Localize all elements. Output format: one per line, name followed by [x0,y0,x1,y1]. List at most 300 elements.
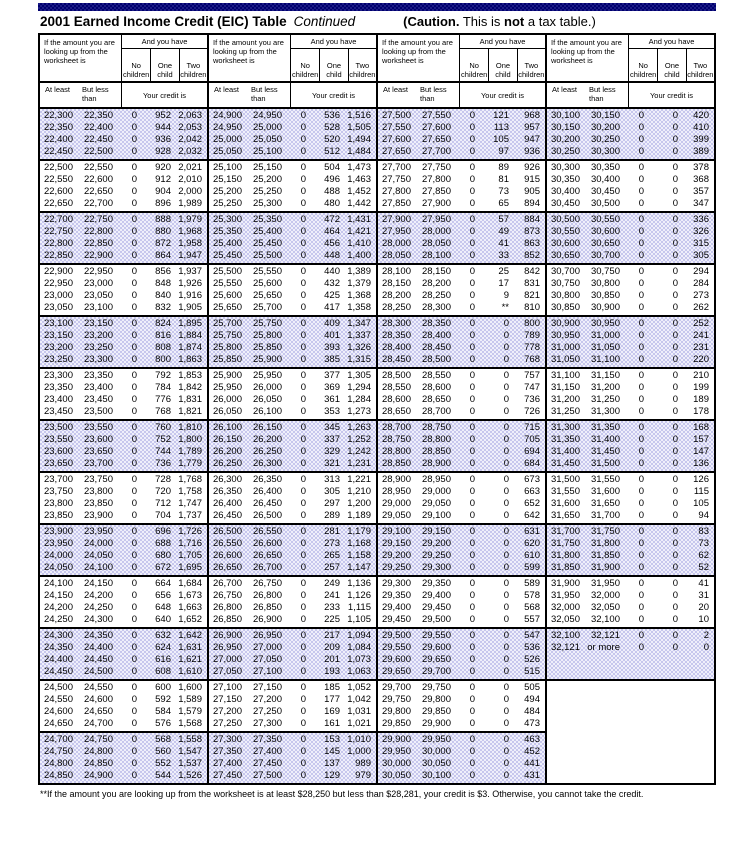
credit-two-children-cell: 2,000 [178,186,202,197]
credit-one-child-cell: 760 [155,422,171,433]
credit-one-child-cell: 0 [503,510,509,521]
but-less-than-cell: 30,500 [590,198,620,209]
credit-no-children-cell: 0 [638,562,644,573]
at-least-cell: 29,600 [381,654,411,665]
but-less-than-cell: 30,050 [421,758,451,769]
at-least-cell: 22,800 [43,238,73,249]
credit-two-children-cell: 1,853 [178,370,202,381]
credit-no-children-cell: 0 [469,474,475,485]
credit-no-children-cell: 0 [131,642,137,653]
credit-no-children-cell: 0 [638,526,644,537]
credit-one-child-cell: 784 [155,382,171,393]
credit-one-child-cell: 816 [155,330,171,341]
credit-no-children-cell: 0 [300,134,306,145]
at-least-cell: 28,350 [381,330,411,341]
credit-no-children-cell: 0 [300,422,306,433]
but-less-than-cell: 27,900 [421,198,451,209]
but-less-than-cell: 25,250 [252,186,282,197]
but-less-than-cell: 25,200 [252,174,282,185]
at-least-cell: 26,200 [212,446,242,457]
credit-no-children-cell: 0 [469,458,475,469]
credit-one-child-cell: 0 [503,590,509,601]
group-subheader [378,83,545,109]
credit-one-child-cell: 65 [498,198,509,209]
credit-one-child-cell: ** [501,302,509,313]
but-less-than-cell: 24,850 [83,758,113,769]
table-row [547,110,714,122]
credit-one-child-cell: 544 [155,770,171,781]
at-least-cell: 27,550 [381,122,411,133]
row-block [378,367,545,419]
but-less-than-cell: 29,050 [421,498,451,509]
title-continued: Continued [293,14,356,29]
credit-two-children-cell: 1,926 [178,278,202,289]
at-least-cell: 27,850 [381,198,411,209]
credit-no-children-cell: 0 [638,642,644,653]
credit-no-children-cell: 0 [469,342,475,353]
credit-no-children-cell: 0 [131,538,137,549]
credit-one-child-cell: 0 [672,406,678,417]
credit-no-children-cell: 0 [469,746,475,757]
credit-no-children-cell: 0 [469,510,475,521]
at-least-cell: 25,900 [212,370,242,381]
at-least-cell: 27,250 [212,718,242,729]
at-least-cell: 25,450 [212,250,242,261]
at-least-cell: 29,800 [381,706,411,717]
table-row [378,162,545,174]
at-least-cell: 31,000 [550,342,580,353]
but-less-than-cell: 32,100 [590,614,620,625]
credit-one-child-cell: 632 [155,630,171,641]
but-less-than-cell: 28,050 [421,238,451,249]
table-row [40,110,207,122]
credit-one-child-cell: 536 [324,110,340,121]
table-row [40,602,207,614]
credit-two-children-cell: 315 [693,238,709,249]
credit-one-child-cell: 0 [672,370,678,381]
credit-one-child-cell: 289 [324,510,340,521]
credit-no-children-cell: 0 [131,266,137,277]
credit-one-child-cell: 888 [155,214,171,225]
credit-no-children-cell: 0 [469,706,475,717]
but-less-than-cell: 24,300 [83,614,113,625]
but-less-than-cell: 31,350 [590,422,620,433]
credit-no-children-cell: 0 [300,630,306,641]
credit-no-children-cell: 0 [300,122,306,133]
at-least-cell: 32,050 [550,614,580,625]
at-least-cell: 25,550 [212,278,242,289]
credit-two-children-cell: 1,758 [178,486,202,497]
table-row [209,278,376,290]
table-row [40,134,207,146]
header-lookup-label: If the amount you are looking up from the worksheet is [378,35,460,81]
credit-no-children-cell: 0 [300,510,306,521]
at-least-cell: 26,100 [212,422,242,433]
row-block [209,419,376,471]
credit-two-children-cell: 642 [524,510,540,521]
credit-two-children-cell: 1,916 [178,290,202,301]
row-block [378,315,545,367]
but-less-than-cell: 31,900 [590,562,620,573]
credit-no-children-cell: 0 [638,614,644,625]
but-less-than-cell: 27,650 [421,134,451,145]
at-least-cell: 31,150 [550,382,580,393]
credit-one-child-cell: 281 [324,526,340,537]
credit-no-children-cell: 0 [638,266,644,277]
but-less-than-cell: 29,450 [421,602,451,613]
header-children-label-0: No children [461,61,488,79]
but-less-than-cell: 25,350 [252,214,282,225]
table-row [378,498,545,510]
header-and-you-have-label: And you have [629,35,714,49]
at-least-cell: 29,500 [381,630,411,641]
table-row [40,474,207,486]
at-least-cell: 30,500 [550,214,580,225]
credit-two-children-cell: 536 [524,642,540,653]
credit-no-children-cell: 0 [469,290,475,301]
but-less-than-cell: 30,400 [590,174,620,185]
but-less-than-cell: 28,900 [421,458,451,469]
credit-two-children-cell: 1,494 [347,134,371,145]
header-children-label-1: One child [319,49,347,81]
credit-no-children-cell: 0 [131,238,137,249]
credit-no-children-cell: 0 [469,682,475,693]
credit-one-child-cell: 0 [672,162,678,173]
credit-one-child-cell: 0 [672,446,678,457]
at-least-cell: 32,121 [550,642,580,653]
credit-no-children-cell: 0 [131,734,137,745]
table-row [547,590,714,602]
table-row [209,746,376,758]
but-less-than-cell: 23,800 [83,486,113,497]
credit-one-child-cell: 49 [498,226,509,237]
credit-two-children-cell: 568 [524,602,540,613]
at-least-cell: 25,700 [212,318,242,329]
table-row [40,666,207,678]
credit-one-child-cell: 409 [324,318,340,329]
but-less-than-cell: 28,550 [421,370,451,381]
table-row [547,226,714,238]
credit-one-child-cell: 41 [498,238,509,249]
but-less-than-cell: 29,400 [421,590,451,601]
table-row [40,630,207,642]
but-less-than-cell: 23,050 [83,290,113,301]
table-row [209,226,376,238]
credit-no-children-cell: 0 [131,134,137,145]
table-row [378,758,545,770]
but-less-than-cell: 29,650 [421,654,451,665]
eic-column-group-2 [207,35,376,783]
row-block [547,419,714,471]
credit-one-child-cell: 928 [155,146,171,157]
at-least-cell: 29,400 [381,602,411,613]
but-less-than-cell: 30,950 [590,318,620,329]
table-row [547,474,714,486]
table-row [547,394,714,406]
at-least-cell: 23,100 [43,318,73,329]
header-children-row [629,49,714,81]
but-less-than-cell: 26,450 [252,498,282,509]
credit-two-children-cell: 526 [524,654,540,665]
credit-two-children-cell: 547 [524,630,540,641]
at-least-cell: 28,650 [381,406,411,417]
credit-two-children-cell: 1,937 [178,266,202,277]
table-row [209,642,376,654]
credit-one-child-cell: 0 [672,278,678,289]
but-less-than-cell: 23,550 [83,422,113,433]
credit-two-children-cell: 1,168 [347,538,371,549]
credit-one-child-cell: 672 [155,562,171,573]
credit-two-children-cell: 199 [693,382,709,393]
credit-two-children-cell: 1,589 [178,694,202,705]
but-less-than-cell: 29,350 [421,578,451,589]
table-row [378,250,545,262]
but-less-than-cell: 28,300 [421,302,451,313]
at-least-cell: 28,950 [381,486,411,497]
credit-no-children-cell: 0 [300,162,306,173]
at-least-cell: 30,250 [550,146,580,157]
table-row [547,382,714,394]
but-less-than-cell: 29,000 [421,486,451,497]
at-least-cell: 23,800 [43,498,73,509]
but-less-than-cell: 31,550 [590,474,620,485]
table-row [378,486,545,498]
row-block [547,523,714,575]
credit-one-child-cell: 0 [672,526,678,537]
footnote: **If the amount you are looking up from the worksheet is at least $28,250 but less than $28,281, your credit is $3. Otherwise, you cannot take the credit. [40,789,644,799]
at-least-cell: 30,150 [550,122,580,133]
at-least-cell: 27,150 [212,694,242,705]
credit-no-children-cell: 0 [469,666,475,677]
table-row [209,302,376,314]
but-less-than-cell: 25,500 [252,250,282,261]
row-block [209,109,376,159]
row-block [40,419,207,471]
at-least-cell: 24,450 [43,666,73,677]
credit-one-child-cell: 129 [324,770,340,781]
at-least-cell: 22,300 [43,110,73,121]
table-row [40,706,207,718]
at-least-cell: 27,100 [212,682,242,693]
credit-no-children-cell: 0 [469,110,475,121]
at-least-cell: 29,650 [381,666,411,677]
credit-one-child-cell: 193 [324,666,340,677]
credit-no-children-cell: 0 [300,578,306,589]
credit-one-child-cell: 696 [155,526,171,537]
credit-no-children-cell: 0 [638,486,644,497]
credit-no-children-cell: 0 [638,214,644,225]
table-row [209,342,376,354]
but-less-than-cell: 24,250 [83,602,113,613]
credit-one-child-cell: 432 [324,278,340,289]
credit-one-child-cell: 353 [324,406,340,417]
credit-one-child-cell: 912 [155,174,171,185]
credit-one-child-cell: 920 [155,162,171,173]
but-less-than-cell: 26,000 [252,382,282,393]
at-least-cell: 28,150 [381,278,411,289]
table-row [40,394,207,406]
at-least-cell: 24,100 [43,578,73,589]
at-least-cell: 29,200 [381,550,411,561]
credit-no-children-cell: 0 [300,614,306,625]
table-row [209,550,376,562]
caution-text: This is [459,14,505,29]
but-less-than-cell: 26,200 [252,434,282,445]
row-block [547,109,714,159]
credit-two-children-cell: 1,031 [347,706,371,717]
credit-one-child-cell: 0 [672,302,678,313]
but-less-than-cell: 31,100 [590,354,620,365]
credit-one-child-cell: 736 [155,458,171,469]
credit-two-children-cell: 1,000 [347,746,371,757]
credit-two-children-cell: 515 [524,666,540,677]
table-row [40,238,207,250]
header-children-label-2: Two children [348,49,376,81]
credit-one-child-cell: 9 [503,290,509,301]
but-less-than-cell: 29,850 [421,706,451,717]
credit-two-children-cell: 757 [524,370,540,381]
credit-two-children-cell: 1,642 [178,630,202,641]
credit-two-children-cell: 420 [693,110,709,121]
at-least-cell: 26,550 [212,538,242,549]
credit-two-children-cell: 305 [693,250,709,261]
credit-two-children-cell: 347 [693,198,709,209]
credit-one-child-cell: 0 [503,706,509,717]
credit-no-children-cell: 0 [300,278,306,289]
credit-no-children-cell: 0 [131,758,137,769]
table-row [547,370,714,382]
credit-one-child-cell: 0 [672,486,678,497]
credit-one-child-cell: 0 [503,538,509,549]
credit-one-child-cell: 0 [503,654,509,665]
empty-area [547,679,714,783]
row-block [547,263,714,315]
at-least-cell: 30,300 [550,162,580,173]
table-row [547,486,714,498]
table-row [209,370,376,382]
credit-two-children-cell: 1,547 [178,746,202,757]
but-less-than-cell: 24,800 [83,746,113,757]
table-row [378,146,545,158]
credit-one-child-cell: 297 [324,498,340,509]
credit-one-child-cell: 185 [324,682,340,693]
credit-no-children-cell: 0 [131,666,137,677]
credit-no-children-cell: 0 [469,734,475,745]
but-less-than-cell: 22,650 [83,186,113,197]
at-least-cell: 28,450 [381,354,411,365]
but-less-than-cell: 30,900 [590,302,620,313]
credit-two-children-cell: 136 [693,458,709,469]
at-least-cell: 23,400 [43,394,73,405]
credit-no-children-cell: 0 [131,302,137,313]
credit-no-children-cell: 0 [638,290,644,301]
credit-two-children-cell: 52 [698,562,709,573]
table-row [209,250,376,262]
at-least-cell: 24,350 [43,642,73,653]
credit-one-child-cell: 81 [498,174,509,185]
at-least-cell: 30,450 [550,198,580,209]
at-least-cell: 23,700 [43,474,73,485]
credit-two-children-cell: 1,600 [178,682,202,693]
but-less-than-cell: 28,950 [421,474,451,485]
at-least-cell: 22,550 [43,174,73,185]
table-row [547,538,714,550]
credit-no-children-cell: 0 [300,538,306,549]
credit-one-child-cell: 952 [155,110,171,121]
row-block [378,679,545,731]
table-row [40,214,207,226]
table-row [40,302,207,314]
credit-one-child-cell: 89 [498,162,509,173]
credit-one-child-cell: 233 [324,602,340,613]
row-block [40,109,207,159]
table-row [378,718,545,730]
header-children-label-0: No children [123,61,150,79]
at-least-cell: 23,450 [43,406,73,417]
credit-one-child-cell: 664 [155,578,171,589]
credit-no-children-cell: 0 [469,718,475,729]
credit-two-children-cell: 1,631 [178,642,202,653]
at-least-cell: 26,250 [212,458,242,469]
at-least-cell: 22,900 [43,266,73,277]
at-least-cell: 29,950 [381,746,411,757]
credit-two-children-cell: 1,115 [347,602,371,613]
table-row [547,318,714,330]
table-row [40,746,207,758]
credit-no-children-cell: 0 [300,446,306,457]
but-less-than-cell: 28,400 [421,330,451,341]
credit-two-children-cell: 1,084 [347,642,371,653]
table-row [378,238,545,250]
group-subheader [40,83,207,109]
credit-no-children-cell: 0 [300,382,306,393]
credit-no-children-cell: 0 [638,250,644,261]
table-row [378,266,545,278]
table-row [378,302,545,314]
credit-two-children-cell: 357 [693,186,709,197]
table-row [547,302,714,314]
at-least-cell: 24,750 [43,746,73,757]
credit-one-child-cell: 0 [672,354,678,365]
but-less-than-cell: 22,700 [83,198,113,209]
row-block [40,211,207,263]
table-row [209,198,376,210]
table-row [40,458,207,470]
table-row [378,562,545,574]
credit-one-child-cell: 0 [672,266,678,277]
but-less-than-cell: 27,050 [252,654,282,665]
credit-two-children-cell: 147 [693,446,709,457]
credit-one-child-cell: 0 [672,174,678,185]
table-row [547,498,714,510]
but-less-than-cell: 27,100 [252,666,282,677]
table-row [40,330,207,342]
table-row [40,486,207,498]
header-children-area [460,35,545,81]
table-row [547,330,714,342]
at-least-cell: 28,500 [381,370,411,381]
page-title [40,14,716,32]
credit-no-children-cell: 0 [131,342,137,353]
credit-two-children-cell: 1,315 [347,354,371,365]
but-less-than-cell: 31,650 [590,498,620,509]
credit-one-child-cell: 169 [324,706,340,717]
at-least-cell: 25,650 [212,302,242,313]
header-your-credit-label: Your credit is [480,90,525,100]
credit-two-children-cell: 905 [524,186,540,197]
table-row [378,666,545,678]
table-row [547,614,714,626]
